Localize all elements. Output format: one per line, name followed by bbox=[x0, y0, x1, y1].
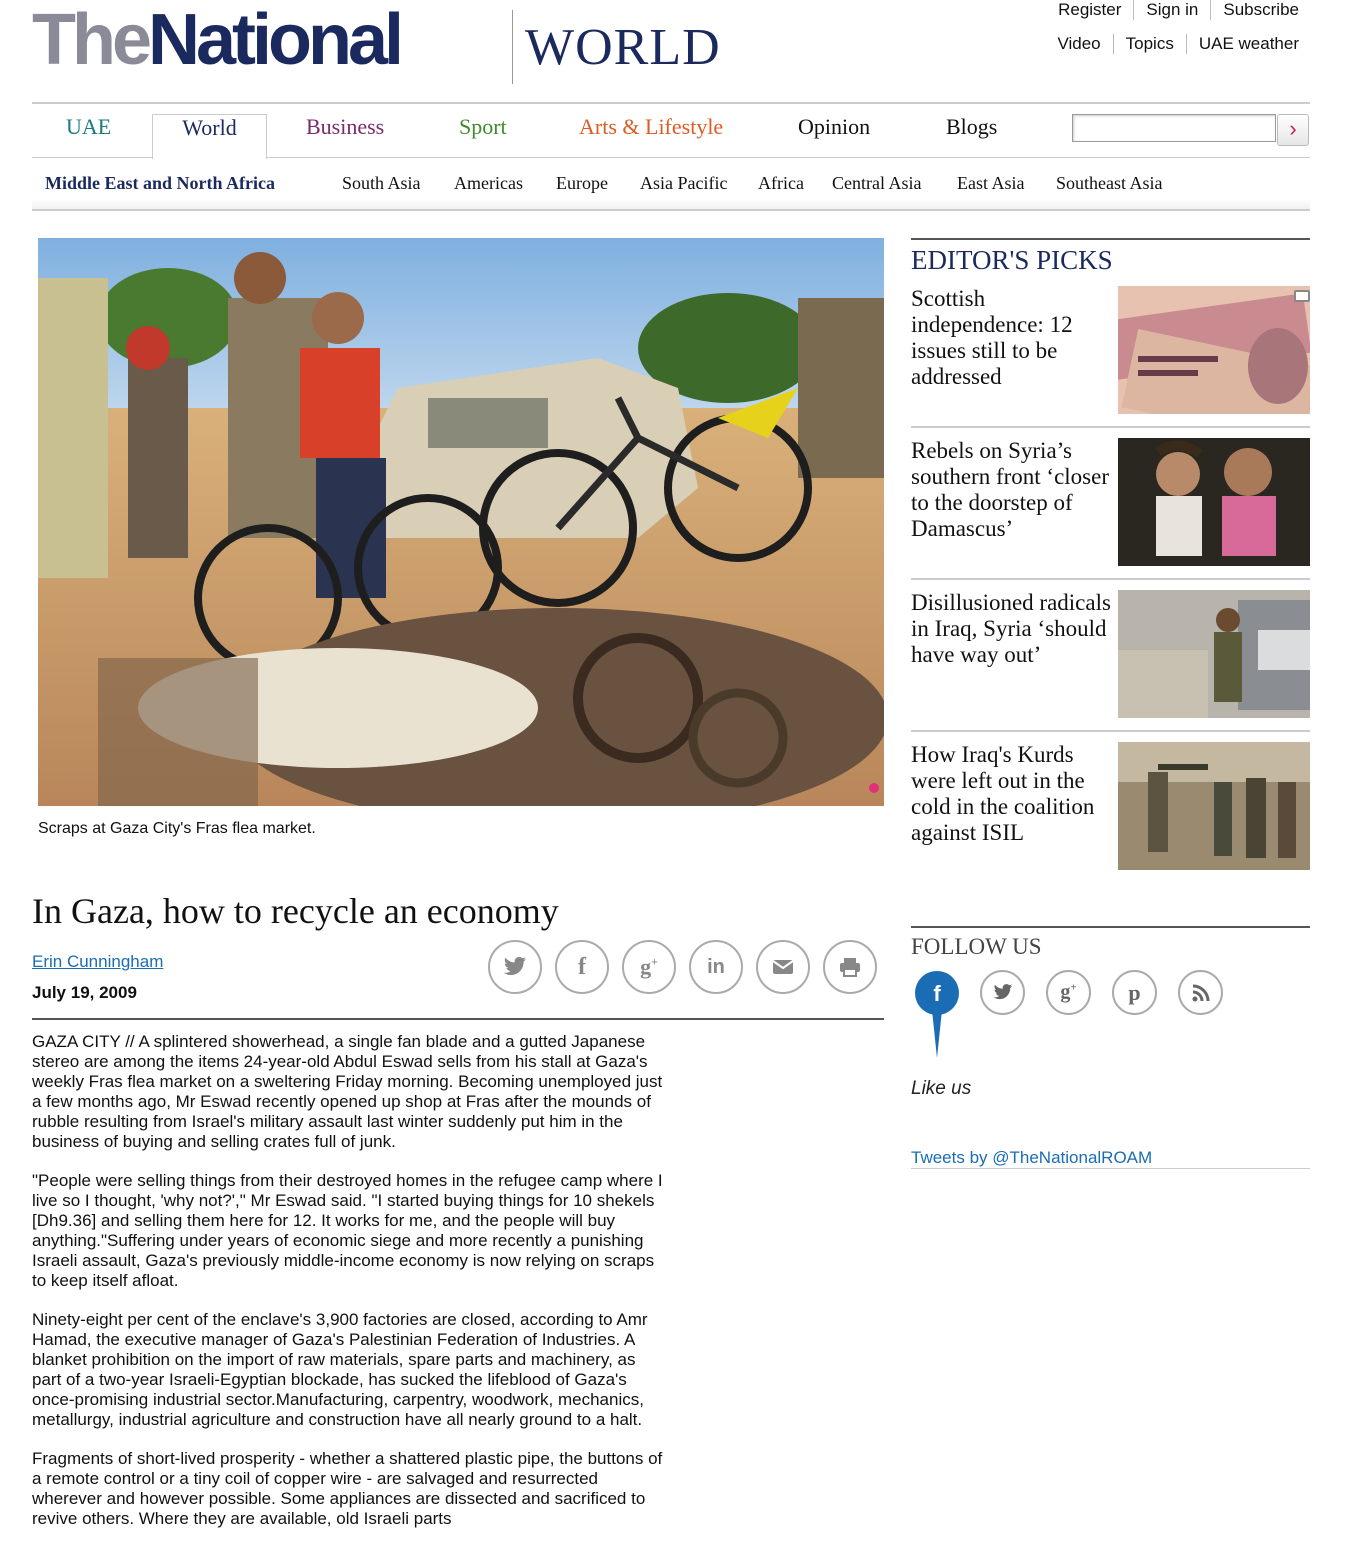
topics-link[interactable]: Topics bbox=[1113, 34, 1186, 54]
subnav-africa[interactable]: Africa bbox=[758, 173, 804, 193]
like-us-label: Like us bbox=[911, 1078, 972, 1099]
rss-icon[interactable] bbox=[1178, 970, 1223, 1015]
subnav-south-asia[interactable]: South Asia bbox=[342, 173, 421, 193]
subnav-americas[interactable]: Americas bbox=[454, 173, 523, 193]
editors-pick-thumbnail[interactable] bbox=[1118, 590, 1310, 718]
site-logo[interactable] bbox=[32, 0, 502, 84]
editors-pick-divider bbox=[911, 730, 1310, 732]
logo-text: TheNational bbox=[32, 0, 401, 80]
editors-pick-thumbnail[interactable] bbox=[1118, 742, 1310, 870]
tweets-divider bbox=[911, 1168, 1310, 1169]
logo-divider bbox=[512, 10, 513, 84]
print-icon[interactable] bbox=[823, 940, 877, 994]
nav-sport[interactable]: Sport bbox=[459, 114, 507, 139]
nav-arts-lifestyle[interactable]: Arts & Lifestyle bbox=[579, 114, 724, 139]
article-paragraph: Ninety-eight per cent of the enclave's 3,900 factories are closed, according to Amr Hamad, the executive manager of Gaza's Palestinian Federation of Industries. A blanket prohibition on the import of raw materials, spare parts and machinery, as part of a two-year Israeli-Egyptian blockade, has sucked the lifeblood of Gaza's once-promising industrial sector.Manufacturing, carpentry, woodwork, mechanics, metallurgy, industrial agriculture and construction have all nearly ground to a halt. bbox=[32, 1310, 648, 1429]
main-nav bbox=[32, 102, 1310, 158]
facebook-icon[interactable]: f bbox=[555, 940, 609, 994]
editors-pick-divider bbox=[911, 426, 1310, 428]
editors-pick-thumbnail[interactable] bbox=[1118, 438, 1310, 566]
editors-pick-title[interactable]: Disillusioned radicals in Iraq, Syria ‘should have way out’ bbox=[911, 590, 1111, 667]
utility-links-top bbox=[1046, 0, 1299, 20]
article-photo bbox=[38, 238, 884, 806]
subscribe-link[interactable]: Subscribe bbox=[1210, 0, 1299, 20]
editors-picks-title: EDITOR'S PICKS bbox=[911, 245, 1113, 275]
subnav-middle-east-north-africa[interactable]: Middle East and North Africa bbox=[45, 173, 276, 193]
section-title: WORLD bbox=[525, 19, 721, 76]
sub-nav bbox=[32, 159, 1310, 211]
editors-picks-rule bbox=[911, 238, 1310, 240]
search-input[interactable] bbox=[1072, 114, 1276, 142]
article-paragraph: GAZA CITY // A splintered showerhead, a single fan blade and a gutted Japanese stereo are among the items 24-year-old Abdul Eswad sells from his stall at Gaza's weekly Fras flea market on a sweltering Friday morning. Becoming unemployed just a few months ago, Mr Eswad recently opened up shop at Fras after the mounds of rubble resulting from Israel's military assault last winter suddenly put him in the business of buying and selling crates full of junk. bbox=[32, 1032, 663, 1151]
editors-pick-title[interactable]: Scottish independence: 12 issues still to be addressed bbox=[911, 286, 1073, 389]
register-link[interactable]: Register bbox=[1058, 0, 1122, 19]
nav-business[interactable]: Business bbox=[306, 114, 385, 139]
nav-opinion[interactable]: Opinion bbox=[798, 114, 871, 139]
publish-date: July 19, 2009 bbox=[32, 983, 137, 1002]
article-paragraph: "People were selling things from their destroyed homes in the refugee camp where I live so I thought, 'why not?'," Mr Eswad said. "I started buying things for 10 shekels [Dh9.36] and selling them here for 12. It works for me, and the people will buy anything."Suffering under years of economic siege and more recently a punishing Israeli assault, Gaza's previously middle-income economy is now relying on scraps to keep itself afloat. bbox=[32, 1171, 663, 1290]
tweets-link[interactable]: Tweets by @TheNationalROAM bbox=[911, 1148, 1153, 1167]
video-link[interactable]: Video bbox=[1057, 34, 1101, 53]
article-divider bbox=[32, 1018, 884, 1020]
nav-world[interactable]: World bbox=[152, 114, 267, 160]
google-plus-icon[interactable]: g+ bbox=[1046, 970, 1091, 1015]
editors-pick-title[interactable]: Rebels on Syria’s southern front ‘closer to the doorstep of Damascus’ bbox=[911, 438, 1109, 541]
camera-icon bbox=[1294, 290, 1310, 302]
article-body bbox=[32, 1032, 668, 1548]
twitter-icon[interactable] bbox=[980, 970, 1025, 1015]
subnav-central-asia[interactable]: Central Asia bbox=[832, 173, 922, 193]
photo-caption: Scraps at Gaza City's Fras flea market. bbox=[38, 820, 316, 837]
utility-links-bottom bbox=[1045, 34, 1299, 54]
sign-in-link[interactable]: Sign in bbox=[1133, 0, 1210, 20]
subnav-southeast-asia[interactable]: Southeast Asia bbox=[1056, 173, 1163, 193]
article-headline: In Gaza, how to recycle an economy bbox=[32, 891, 559, 931]
article-paragraph: Fragments of short-lived prosperity - whether a shattered plastic pipe, the buttons of a remote control or a tiny coil of copper wire - are salvaged and resurrected wherever and however possible. Some appliances are dissected and sacrificed to revive others. Where they are available, old Israeli parts bbox=[32, 1449, 663, 1528]
editors-pick-thumbnail[interactable] bbox=[1118, 286, 1310, 414]
nav-blogs[interactable]: Blogs bbox=[946, 114, 998, 139]
facebook-icon[interactable] bbox=[914, 970, 960, 1060]
author-link[interactable]: Erin Cunningham bbox=[32, 952, 164, 971]
subnav-asia-pacific[interactable]: Asia Pacific bbox=[640, 173, 728, 193]
share-bar bbox=[488, 940, 877, 994]
twitter-icon[interactable] bbox=[488, 940, 542, 994]
nav-uae[interactable]: UAE bbox=[66, 114, 112, 139]
follow-us-title: FOLLOW US bbox=[911, 934, 1042, 959]
search-button[interactable] bbox=[1277, 114, 1309, 146]
pinterest-icon[interactable]: p bbox=[1112, 970, 1157, 1015]
google-plus-icon[interactable]: g+ bbox=[622, 940, 676, 994]
subnav-east-asia[interactable]: East Asia bbox=[957, 173, 1025, 193]
chevron-right-icon: › bbox=[1289, 116, 1297, 141]
uae-weather-link[interactable]: UAE weather bbox=[1186, 34, 1299, 54]
editors-pick-divider bbox=[911, 578, 1310, 580]
subnav-europe[interactable]: Europe bbox=[556, 173, 608, 193]
linkedin-icon[interactable]: in bbox=[689, 940, 743, 994]
follow-us-rule bbox=[911, 926, 1310, 928]
follow-icons bbox=[980, 970, 1223, 1015]
editors-pick-title[interactable]: How Iraq's Kurds were left out in the cold in the coalition against ISIL bbox=[911, 742, 1095, 845]
email-icon[interactable] bbox=[756, 940, 810, 994]
svg-text:f: f bbox=[933, 981, 941, 1006]
